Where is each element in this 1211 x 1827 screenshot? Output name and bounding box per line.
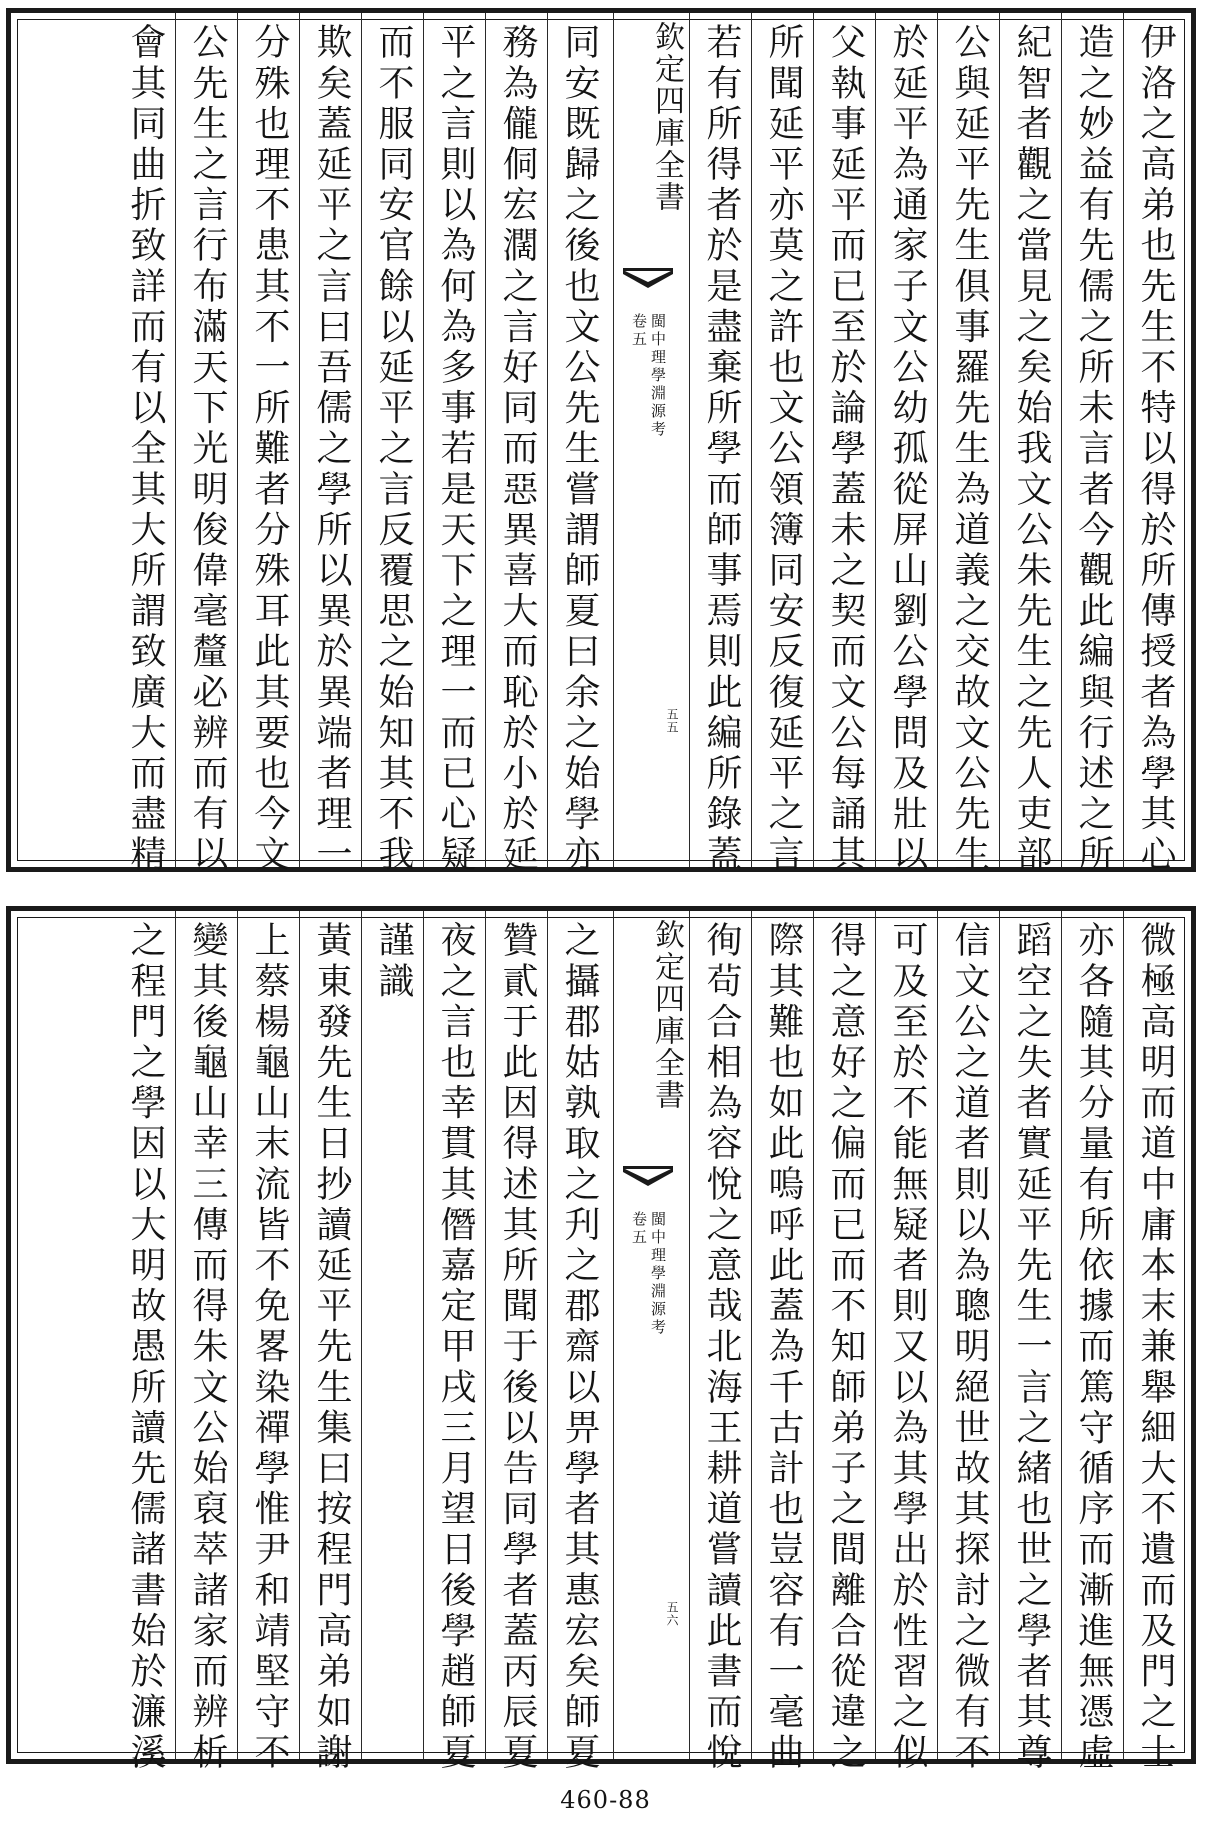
text-column [1063, 911, 1123, 1774]
collection-title: 欽定四庫全書 [649, 21, 684, 213]
text-column [753, 911, 813, 1774]
column-text: 蹈空之失者實延平先生一言之緒也世之學者其尊 [1011, 921, 1052, 1774]
leaf-number: 五六 [665, 1601, 679, 1627]
text-column [115, 13, 175, 876]
column-text: 造之妙益有先儒之所未言者今觀此編與行述之所 [1073, 23, 1114, 876]
column-text: 信文公之道者則以為聰明絕世故其探討之微有不 [949, 921, 990, 1774]
center-band [615, 911, 684, 1759]
column-text: 變其後龜山幸三傳而得朱文公始裒萃諸家而辨析 [187, 921, 228, 1774]
column-text: 徇茍合相為容悅之意哉北海王耕道嘗讀此書而悅 [701, 921, 742, 1774]
text-column [301, 911, 361, 1774]
column-text: 可及至於不能無疑者則又以為其學出於性習之似 [887, 921, 928, 1774]
column-text: 得之意好之偏而已而不知師弟子之間離合從違之 [825, 921, 866, 1774]
text-column [363, 911, 423, 1759]
text-column [1001, 911, 1061, 1774]
column-text: 贊貳于此因得述其所聞于後以告同學者蓋丙辰夏 [497, 921, 538, 1774]
fish-tail-mark [623, 1166, 673, 1203]
text-column [1001, 13, 1061, 876]
text-column [815, 13, 875, 876]
volume-label: 卷五 [630, 1211, 648, 1247]
column-text: 之程門之學因以大明故愚所讀先儒諸書始於濂溪 [125, 921, 166, 1774]
column-text: 公與延平先生俱事羅先生為道義之交故文公先生 [949, 23, 990, 876]
column-text: 伊洛之高弟也先生不特以得於所傳授者為學其心 [1135, 23, 1176, 876]
column-text: 欺矣蓋延平之言曰吾儒之學所以異於異端者理一 [311, 23, 352, 876]
column-text: 而不服同安官餘以延平之言反覆思之始知其不我 [373, 23, 414, 876]
collection-title: 欽定四庫全書 [649, 919, 684, 1111]
column-text: 會其同曲折致詳而有以全其大所謂致廣大而盡精 [125, 23, 166, 876]
column-text: 父執事延平而已至於論學蓋未之契而文公每誦其 [825, 23, 866, 876]
text-column [115, 911, 175, 1774]
text-column [425, 911, 485, 1774]
leaf-number: 五五 [665, 708, 679, 734]
text-column [1125, 13, 1185, 876]
text-column [1063, 13, 1123, 876]
book-info [615, 313, 681, 439]
text-column [487, 13, 547, 876]
text-column [425, 13, 485, 876]
fish-tail-mark [623, 268, 673, 305]
column-text: 之攝郡姑孰取之刋之郡齋以畀學者其惠宏矣師夏 [559, 921, 600, 1774]
column-text: 黃東發先生日抄讀延平先生集曰按程門高弟如謝 [311, 921, 352, 1774]
column-text: 亦各隨其分量有所依據而篤守循序而漸進無憑虛 [1073, 921, 1114, 1774]
text-column [549, 13, 609, 876]
column-text: 所聞延平亦莫之許也文公領簿同安反復延平之言 [763, 23, 804, 876]
folio-number: 460-88 [560, 1786, 651, 1814]
column-text: 若有所得者於是盡棄所學而師事焉則此編所錄蓋 [701, 23, 742, 876]
column-text: 際其難也如此嗚呼此蓋為千古計也豈容有一毫曲 [763, 921, 804, 1774]
lower-page [6, 906, 1196, 1774]
column-text: 微極高明而道中庸本末兼舉細大不遺而及門之士 [1135, 921, 1176, 1774]
text-column [1125, 911, 1185, 1774]
column-text: 分殊也理不患其不一所難者分殊耳此其要也今文 [249, 23, 290, 876]
center-band [615, 13, 684, 867]
column-text: 平之言則以為何為多事若是天下之理一而已心疑 [435, 23, 476, 876]
text-column [239, 911, 299, 1774]
upper-page [6, 8, 1196, 876]
text-column [301, 13, 361, 876]
text-column [549, 911, 609, 1774]
column-text: 夜之言也幸貫其僭嘉定甲戌三月望日後學趙師夏 [435, 921, 476, 1774]
text-column [877, 911, 937, 1774]
column-text: 於延平為通家子文公幼孤從屏山劉公學問及壯以 [887, 23, 928, 876]
text-column [239, 13, 299, 876]
volume-label: 卷五 [630, 313, 648, 349]
text-column [939, 911, 999, 1774]
text-column [691, 13, 751, 876]
text-column [487, 911, 547, 1774]
book-info [615, 1211, 681, 1337]
book-title: 閩中理學淵源考 [649, 313, 667, 439]
text-column [177, 13, 237, 876]
column-text: 謹識 [373, 921, 414, 1003]
text-column [815, 911, 875, 1774]
text-column [691, 911, 751, 1774]
text-column [177, 911, 237, 1774]
column-text: 公先生之言行布滿天下光明俊偉毫釐必辨而有以 [187, 23, 228, 876]
text-column [939, 13, 999, 876]
book-title: 閩中理學淵源考 [649, 1211, 667, 1337]
text-column [877, 13, 937, 876]
column-text: 紀智者觀之當見之矣始我文公朱先生之先人吏部 [1011, 23, 1052, 876]
text-column [363, 13, 423, 876]
column-text: 務為儱侗宏濶之言好同而惡異喜大而恥於小於延 [497, 23, 538, 876]
column-text: 同安既歸之後也文公先生嘗謂師夏曰余之始學亦 [559, 23, 600, 876]
column-text: 上蔡楊龜山末流皆不免畧染禪學惟尹和靖堅守不 [249, 921, 290, 1774]
text-column [753, 13, 813, 876]
